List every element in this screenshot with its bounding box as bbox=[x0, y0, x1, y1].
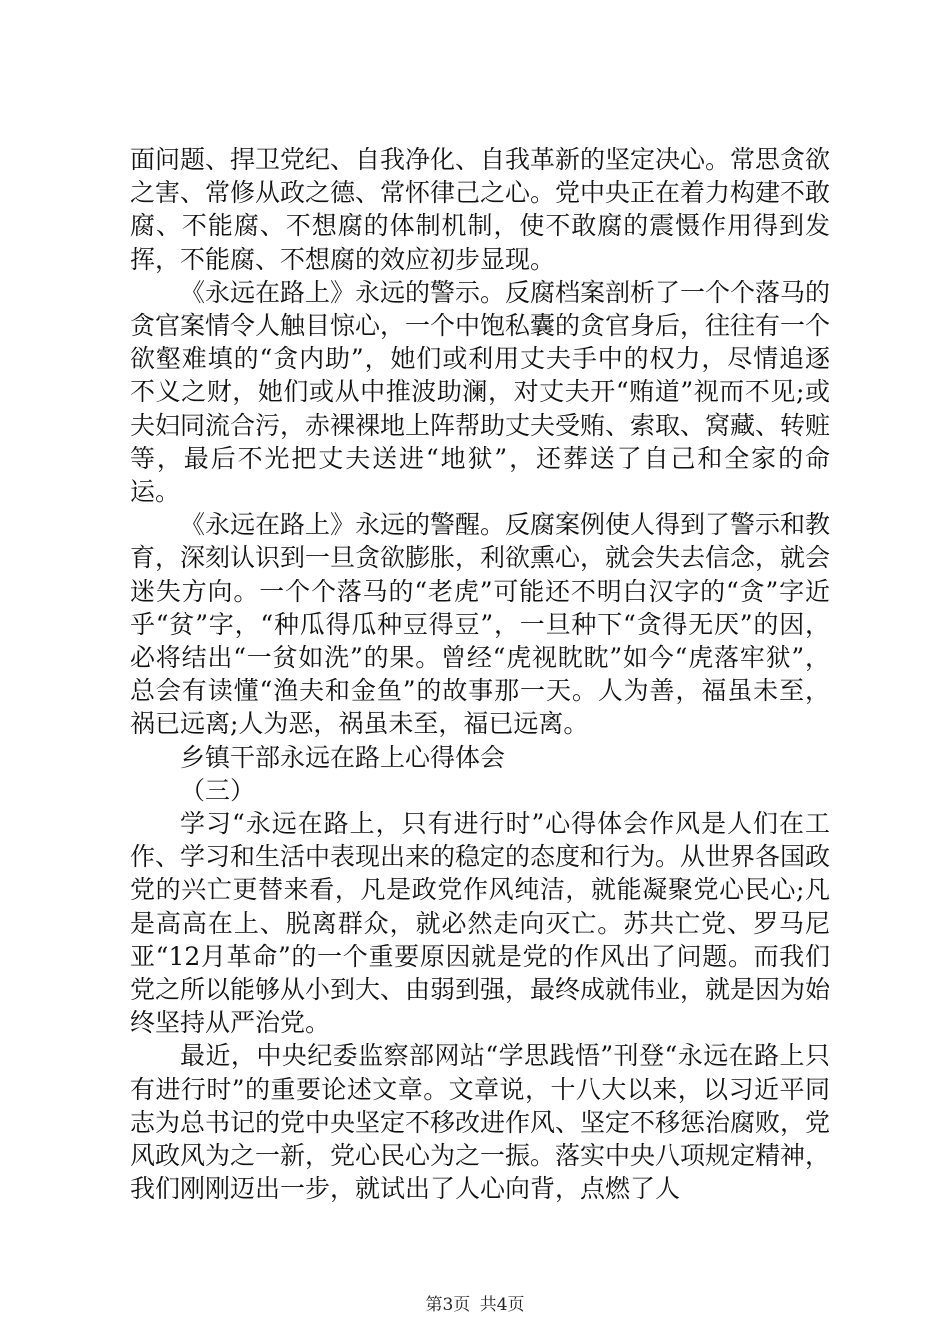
section-number: （三） bbox=[180, 775, 256, 805]
page-footer bbox=[0, 1294, 950, 1316]
document-body bbox=[130, 143, 830, 1206]
paragraph-3: 《永远在路上》永远的警醒。反腐案例使人得到了警示和教育，深刻认识到一旦贪欲膨胀，利欲熏心，就会失去信念，就会迷失方向。一个个落马的“老虎”可能还不明白汉字的“贪”字近乎“贫”字，“种瓜得瓜种豆得豆”，一旦种下“贪得无厌”的因，必将结出“一贫如洗”的果。曾经“虎视眈眈”如今“虎落牢狱”，总会有读懂“渔夫和金鱼”的故事那一天。人为善，福虽未至，祸已远离;人为恶，祸虽未至，福已远离。 bbox=[130, 510, 831, 739]
paragraph-1: 面问题、捍卫党纪、自我净化、自我革新的坚定决心。常思贪欲之害、常修从政之德、常怀律己之心。党中央正在着力构建不敢腐、不能腐、不想腐的体制机制，使不敢腐的震慑作用得到发挥，不能腐、不想腐的效应初步显现。 bbox=[130, 145, 831, 274]
page-total: 共4页 bbox=[479, 1295, 525, 1315]
section-title: 乡镇干部永远在路上心得体会 bbox=[180, 742, 506, 772]
paragraph-2: 《永远在路上》永远的警示。反腐档案剖析了一个个落马的贪官案情令人触目惊心，一个中饱私囊的贪官身后，往往有一个欲壑难填的“贪内助”，她们或利用丈夫手中的权力，尽情追逐不义之财，她们或从中推波助澜，对丈夫开“贿道”视而不见;或夫妇同流合污，赤裸裸地上阵帮助丈夫受贿、索取、窝藏、转赃等，最后不光把丈夫送进“地狱”，还葬送了自己和全家的命运。 bbox=[130, 277, 831, 507]
page-number: 第3页 bbox=[425, 1295, 471, 1315]
paragraph-5: 最近，中央纪委监察部网站“学思践悟”刊登“永远在路上只有进行时”的重要论述文章。文章说，十八大以来，以习近平同志为总书记的党中央坚定不移改进作风、坚定不移惩治腐败，党风政风为之一新，党心民心为之一振。落实中央八项规定精神，我们刚刚迈出一步，就试出了人心向背，点燃了人 bbox=[130, 1041, 831, 1204]
paragraph-4: 学习“永远在路上，只有进行时”心得体会作风是人们在工作、学习和生活中表现出来的稳定的态度和行为。从世界各国政党的兴亡更替来看，凡是政党作风纯洁，就能凝聚党心民心;凡是高高在上、脱离群众，就必然走向灭亡。苏共亡党、罗马尼亚“12月革命”的一个重要原因就是党的作风出了问题。而我们党之所以能够从小到大、由弱到强，最终成就伟业，就是因为始终坚持从严治党。 bbox=[130, 809, 831, 1038]
